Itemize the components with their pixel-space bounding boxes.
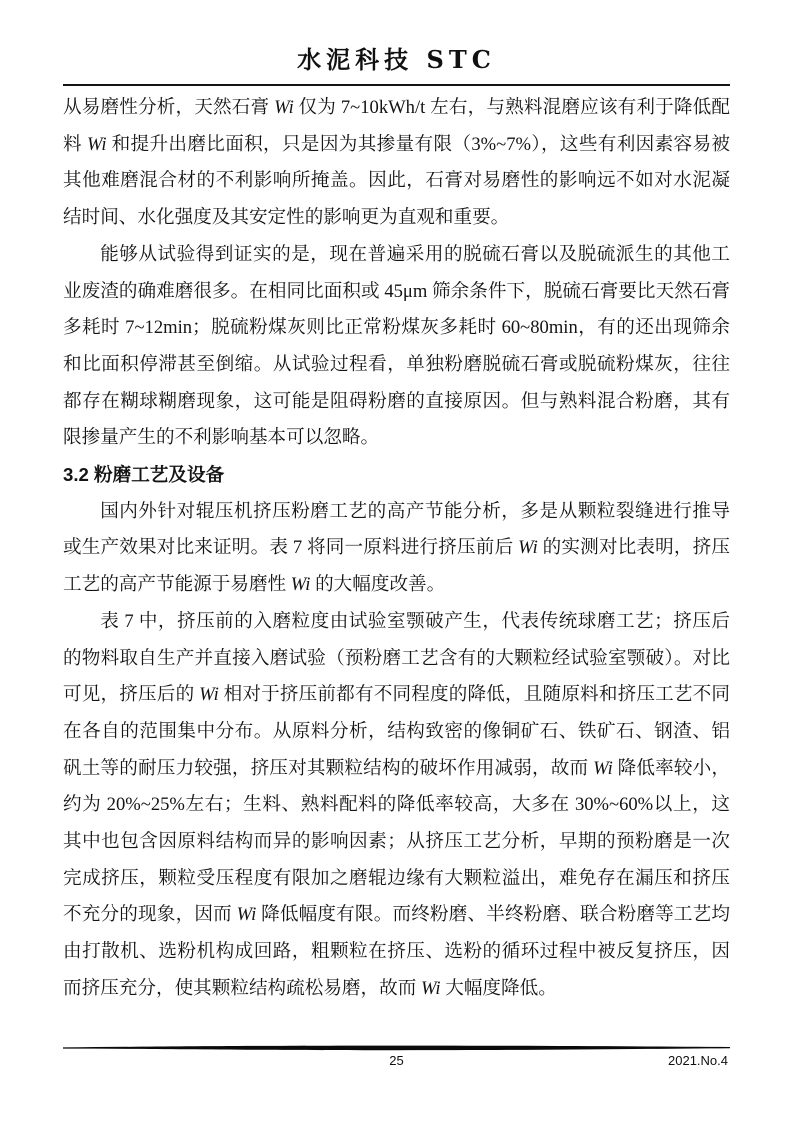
journal-title: 水泥科技 STC: [297, 45, 496, 74]
section-heading-3-2: 3.2 粉磨工艺及设备: [63, 464, 225, 486]
issue-number: 2021.No.4: [668, 1053, 728, 1068]
paragraph-table7-analysis: 表 7 中，挤压前的入磨粒度由试验室颚破产生，代表传统球磨工艺；挤压后的物料取自生产并直接入磨试验（预粉磨工艺含有的大颗粒经试验室颚破）。对比可见，挤压后的 Wi 相对于挤压前都有不同程度的降低，且随原料和挤压工艺不同在各自的范围集中分布。从原料分析，结构致密的像铜矿石、铁矿石、钢渣、铝矾土等的耐压力较强，挤压对其颗粒结构的破坏作用减弱，故而 Wi 降低率较小，约为 20%~25%左右；生料、熟料配料的降低率较高，大多在 30%~60%以上，这其中也包含因原料结构而异的影响因素；从挤压工艺分析，早期的预粉磨是一次完成挤压，颗粒受压程度有限加之磨辊边缘有大颗粒溢出，难免存在漏压和挤压不充分的现象，因而 Wi 降低幅度有限。而终粉磨、半终粉磨、联合粉磨等工艺均由打散机、选粉机构成回路，粗颗粒在挤压、选粉的循环过程中被反复挤压，因而挤压充分，使其颗粒结构疏松易磨，故而 Wi 大幅度降低。: [63, 610, 730, 999]
page-number: 25: [389, 1053, 404, 1068]
paragraph-process-intro: 国内外针对辊压机挤压粉磨工艺的高产节能分析，多是从颗粒裂缝进行推导或生产效果对比来证明。表 7 将同一原料进行挤压前后 Wi 的实测对比表明，挤压工艺的高产节能源于易磨性 Wi 的大幅度改善。: [63, 500, 730, 596]
footer-text-row: [63, 1053, 730, 1073]
page-body: [63, 90, 730, 1008]
paragraph-grindability: 从易磨性分析，天然石膏 Wi 仅为 7~10kWh/t 左右，与熟料混磨应该有利于降低配料 Wi 和提升出磨比面积，只是因为其掺量有限（3%~7%），这些有利因素容易被其他难磨混合材的不利影响所掩盖。因此，石膏对易磨性的影响远不如对水泥凝结时间、水化强度及其安定性的影响更为直观和重要。: [63, 97, 731, 229]
paragraph-test-evidence: 能够从试验得到证实的是，现在普遍采用的脱硫石膏以及脱硫派生的其他工业废渣的确难磨很多。在相同比面积或 45μm 筛余条件下，脱硫石膏要比天然石膏多耗时 7~12min；脱硫粉煤灰则比正常粉煤灰多耗时 60~80min，有的还出现筛余和比面积停滞甚至倒缩。从试验过程看，单独粉磨脱硫石膏或脱硫粉煤灰，往往都存在糊球糊磨现象，这可能是阻碍粉磨的直接原因。但与熟料混合粉磨，其有限掺量产生的不利影响基本可以忽略。: [63, 243, 730, 449]
header-rule: [63, 84, 730, 86]
page-footer: [63, 1044, 730, 1073]
footer-rule: [63, 1044, 730, 1052]
page-header: [63, 40, 730, 75]
